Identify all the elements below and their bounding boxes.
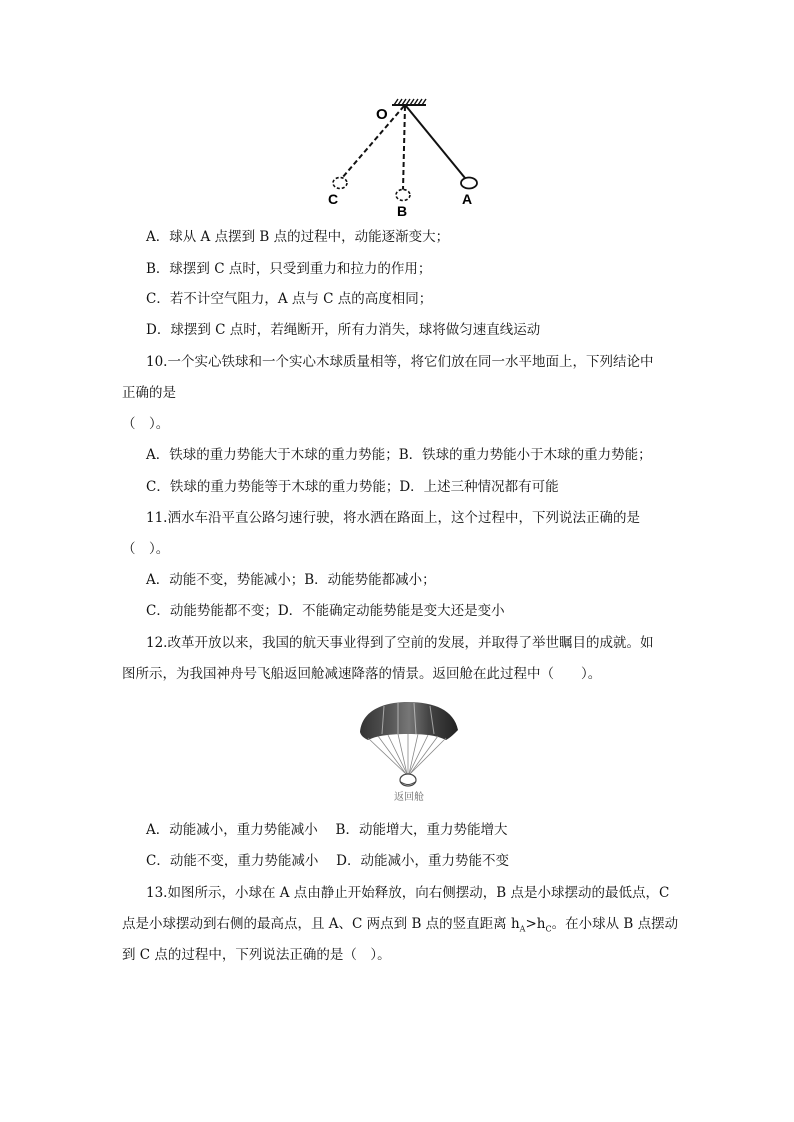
q11-options-line1: A．动能不变，势能减小；B．动能势能都减小； <box>146 572 436 588</box>
q13-stem-line1: 13.如图所示，小球在 A 点由静止开始释放，向右侧摆动，B 点是小球摆动的最低点，C <box>146 885 670 901</box>
q10-options-line1: A．铁球的重力势能大于木球的重力势能；B．铁球的重力势能小于木球的重力势能； <box>146 447 652 463</box>
string-to-b <box>403 106 405 190</box>
q10-options-line2: C．铁球的重力势能等于木球的重力势能；D．上述三种情况都有可能 <box>146 479 559 495</box>
label-c: C <box>328 191 339 207</box>
parachute-canopy <box>360 702 458 740</box>
q11-stem-line1: 11.洒水车沿平直公路匀速行驶，将水洒在路面上，这个过程中，下列说法正确的是 <box>146 510 640 526</box>
parachute-caption: 返回舱 <box>394 792 424 803</box>
ball-c <box>333 178 347 189</box>
q11-blank: （ ）。 <box>122 541 170 557</box>
q10-blank: （ ）。 <box>122 416 170 432</box>
q13-stem-line3: 到 C 点的过程中，下列说法正确的是（ ）。 <box>122 947 391 963</box>
ball-b <box>396 190 410 201</box>
string-to-c <box>342 106 404 178</box>
q10-stem-line1: 10.一个实心铁球和一个实心木球质量相等，将它们放在同一水平地面上，下列结论中 <box>146 354 654 370</box>
q12-stem-line2: 图所示，为我国神舟号飞船返回舱减速降落的情景。返回舱在此过程中（ ）。 <box>122 666 602 682</box>
pendulum-figure <box>318 98 498 223</box>
parachute-figure <box>354 698 462 806</box>
suspension-lines <box>368 734 446 774</box>
q10-stem-line2: 正确的是 <box>122 385 176 401</box>
q12-options-line2: C．动能不变，重力势能减小 D．动能减小，重力势能不变 <box>146 853 509 869</box>
ball-a <box>461 178 477 189</box>
label-a: A <box>462 191 473 207</box>
string-to-a <box>406 106 465 178</box>
label-b: B <box>397 203 408 219</box>
q13-stem-line2: 点是小球摆动到右侧的最高点，且 A、C 两点到 B 点的竖直距离 $h_A>h_C$。在小球从 B 点摆动 <box>122 916 679 934</box>
q9-option-c: C．若不计空气阻力，A 点与 C 点的高度相同； <box>146 291 433 307</box>
q9-option-b: B．球摆到 C 点时，只受到重力和拉力的作用； <box>146 261 432 277</box>
q11-options-line2: C．动能势能都不变；D．不能确定动能势能是变大还是变小 <box>146 603 505 619</box>
q9-option-d: D．球摆到 C 点时，若绳断开，所有力消失，球将做匀速直线运动 <box>146 322 541 338</box>
ceiling-support <box>392 99 426 105</box>
q12-options-line1: A．动能减小，重力势能减小 B．动能增大，重力势能增大 <box>146 822 508 838</box>
q12-stem-line1: 12.改革开放以来，我国的航天事业得到了空前的发展，并取得了举世瞩目的成就。如 <box>146 635 654 651</box>
label-o: O <box>376 106 388 123</box>
q9-option-a: A．球从 A 点摆到 B 点的过程中，动能逐渐变大； <box>146 229 450 245</box>
